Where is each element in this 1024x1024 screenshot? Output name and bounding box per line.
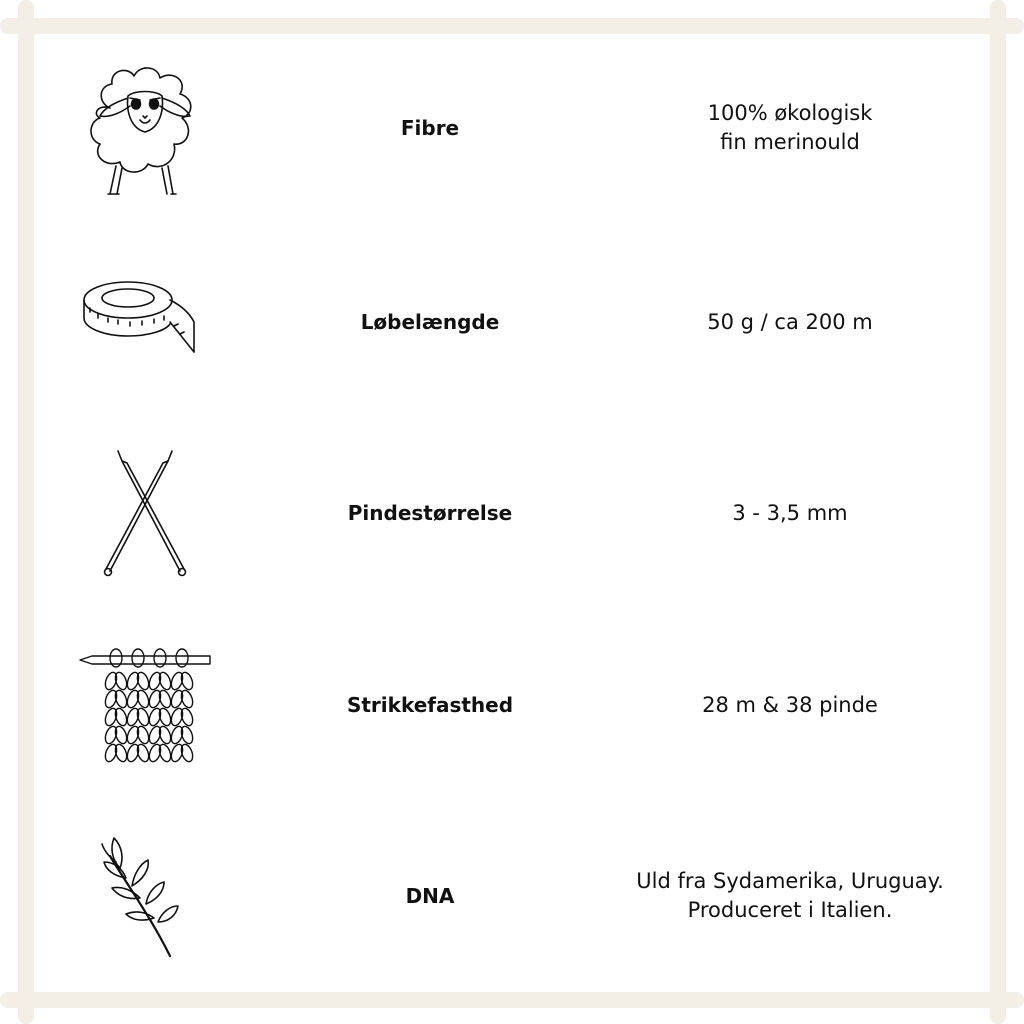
spec-value	[610, 625, 970, 785]
spec-label: Fibre	[400, 116, 460, 140]
spec-value-line: fin merinould	[720, 130, 860, 154]
spec-value	[610, 433, 970, 593]
spec-value-line: 28 m & 38 pinde	[702, 692, 878, 717]
spec-value-line: 100% økologisk	[707, 101, 873, 125]
spec-value	[610, 242, 970, 402]
spec-row-pindestorrelse	[0, 433, 1024, 593]
spec-value	[610, 48, 970, 208]
frame-top-border	[0, 18, 1024, 34]
spec-value-line: 3 - 3,5 mm	[732, 500, 848, 525]
plant-branch-icon	[70, 816, 220, 976]
spec-row-fibre	[0, 48, 1024, 208]
spec-label: Pindestørrelse	[347, 501, 513, 525]
spec-row-lobelaengde	[0, 242, 1024, 402]
frame-bottom-border	[0, 992, 1024, 1008]
spec-value	[610, 816, 970, 976]
spec-row-strikkefasthed	[0, 625, 1024, 785]
spec-value-line: Produceret i Italien.	[687, 898, 893, 922]
spec-label: Løbelængde	[360, 310, 500, 334]
knit-stitches-icon	[70, 625, 220, 785]
spec-value-line: 50 g / ca 200 m	[707, 309, 873, 334]
spec-label: Strikkefasthed	[346, 693, 514, 717]
spec-row-dna	[0, 816, 1024, 976]
knitting-needles-icon	[70, 433, 220, 593]
measuring-tape-icon	[70, 242, 220, 402]
spec-label: DNA	[405, 884, 455, 908]
sheep-icon	[70, 48, 220, 208]
spec-value-line: Uld fra Sydamerika, Uruguay.	[636, 869, 944, 893]
